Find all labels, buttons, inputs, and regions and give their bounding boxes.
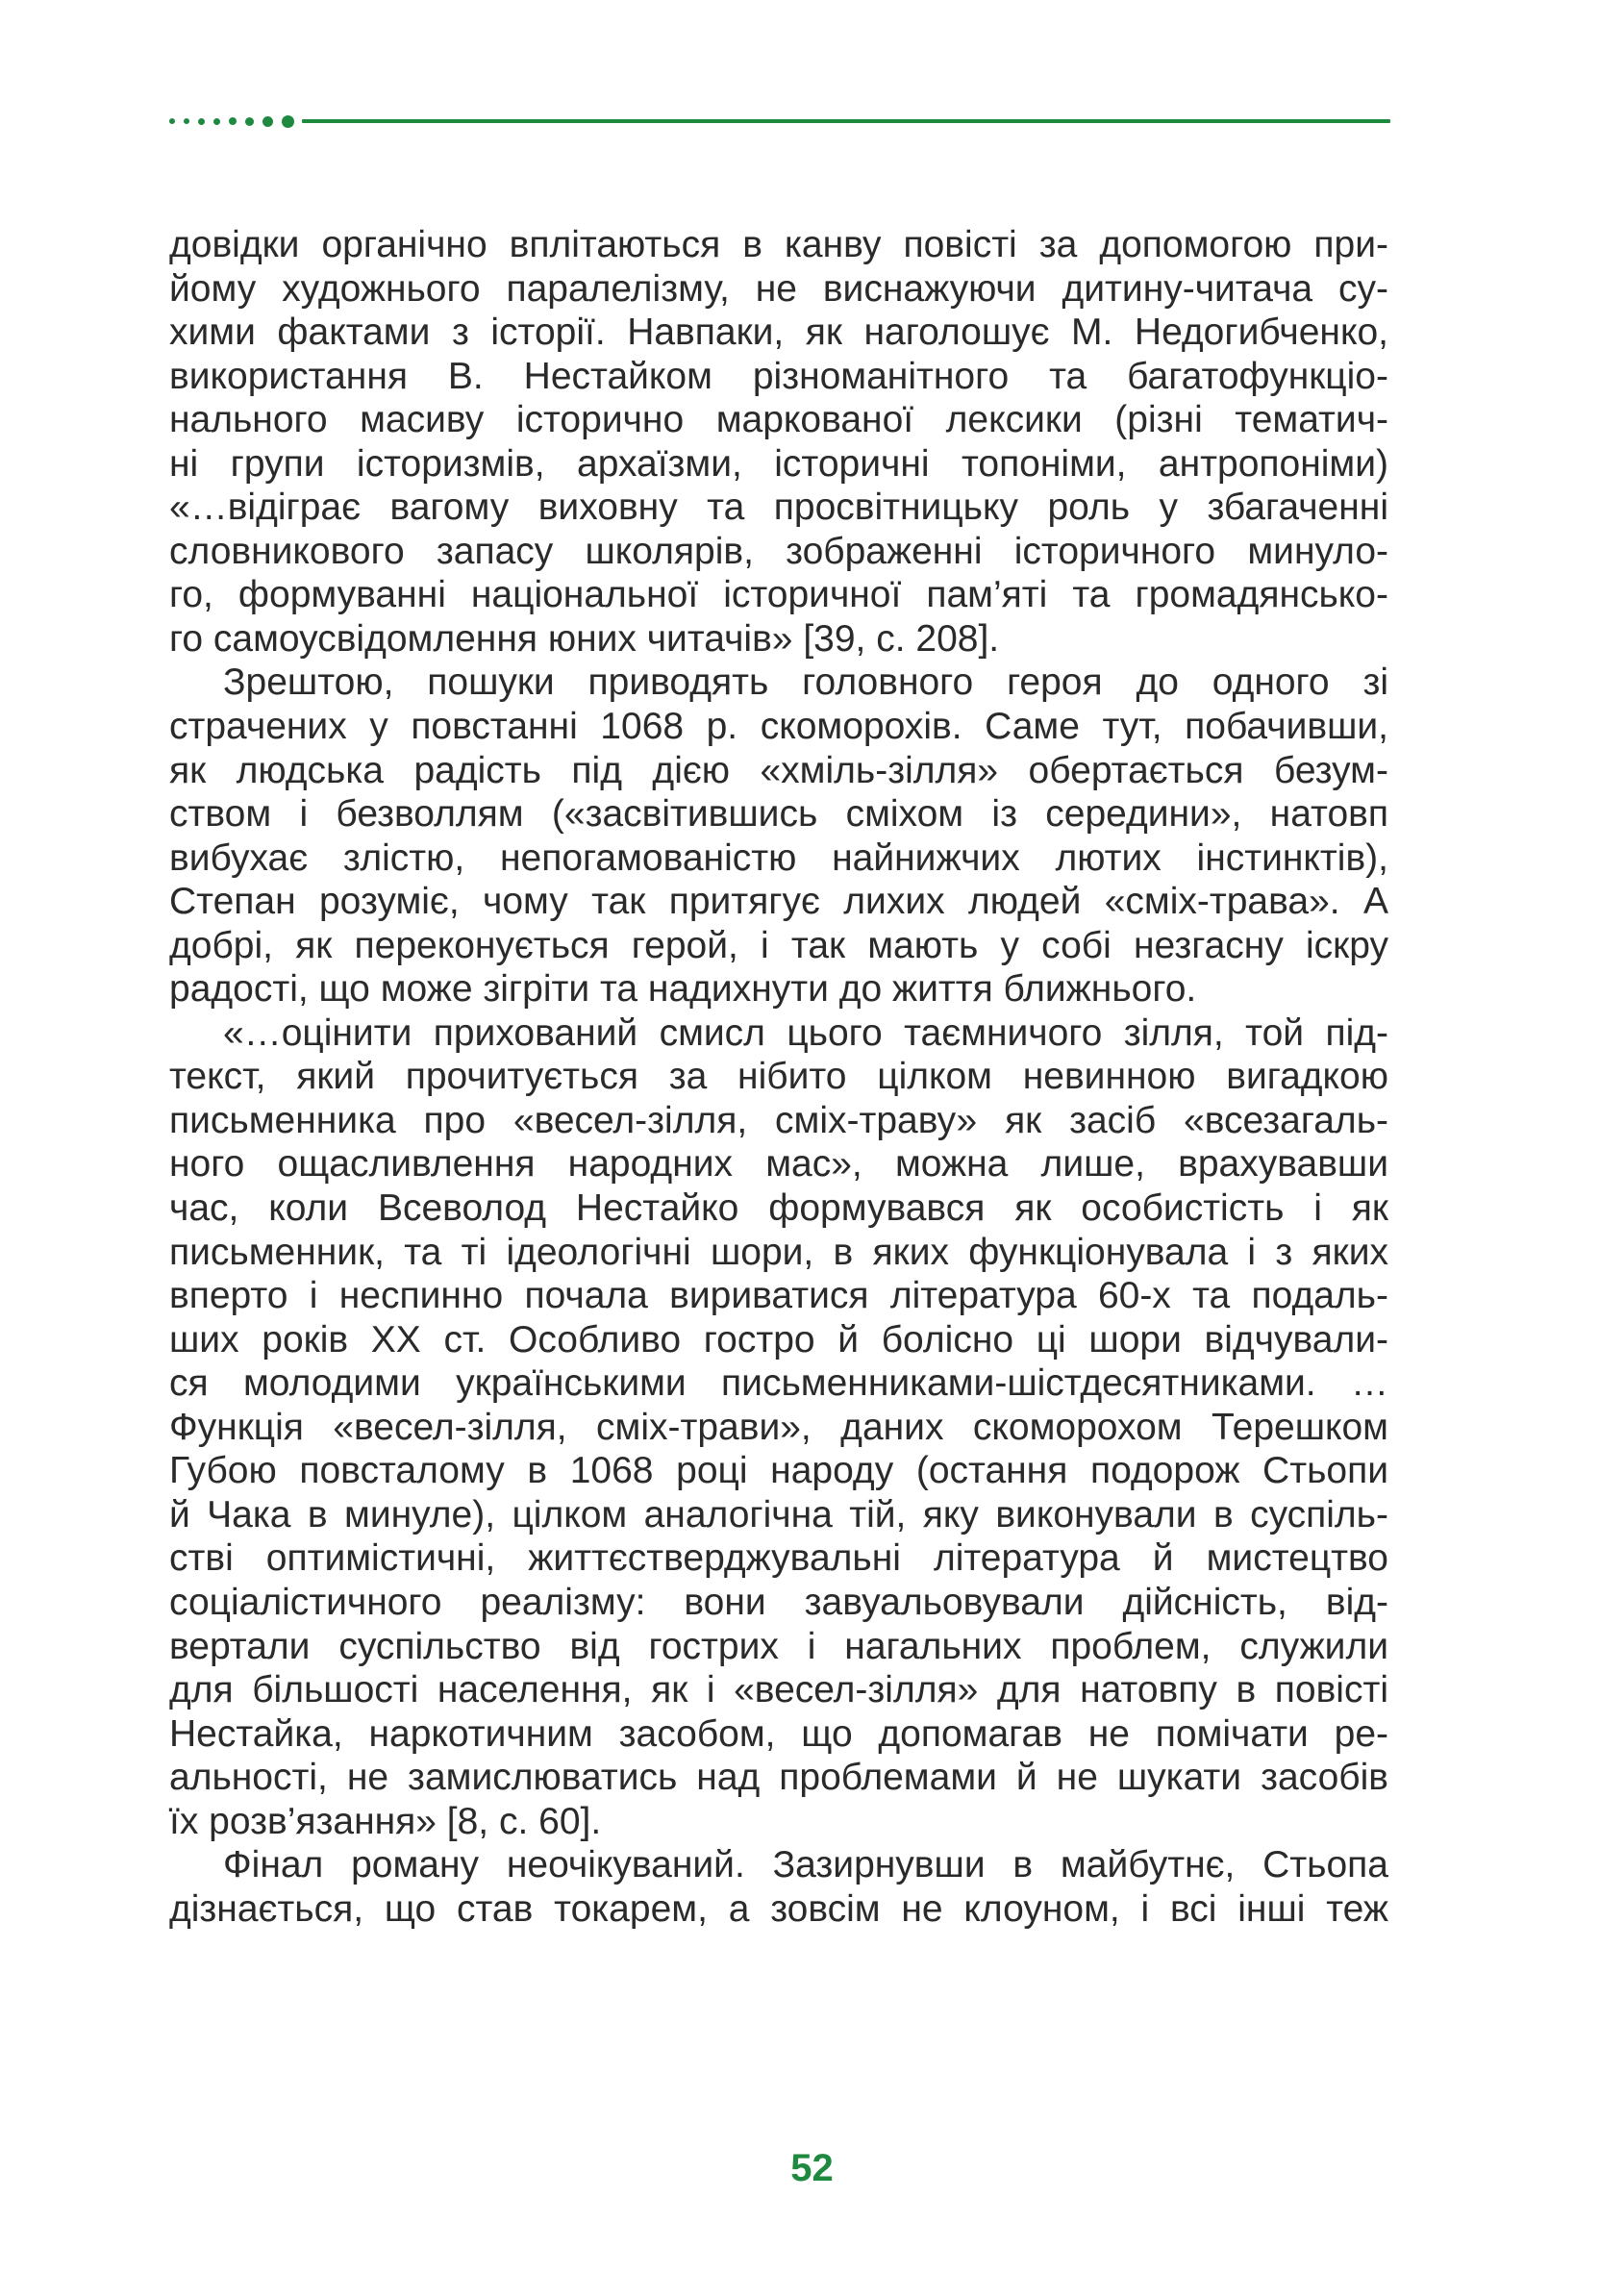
text-line: альності, не замислюватись над проблемами й не шукати засобів <box>169 1757 1388 1799</box>
text-line: їх розв’язання» [8, с. 60]. <box>169 1800 602 1842</box>
text-line: вертали суспільство від гострих і нагальних проблем, служили <box>169 1625 1388 1667</box>
dot-icon <box>213 118 220 125</box>
header-rule <box>169 113 1390 129</box>
text-line: нального масиву історично маркованої лексики (різні тематич- <box>169 399 1388 441</box>
text-line: Зрештою, пошуки приводять головного героя до одного зі <box>223 662 1388 704</box>
text-line: й Чака в минуле), цілком аналогічна тій, яку виконували в суспіль- <box>169 1493 1388 1535</box>
page-body <box>169 223 1388 1931</box>
paragraph-3-quote <box>169 1011 1388 1843</box>
text-line: Губою повсталому в 1068 році народу (остання подорож Стьопи <box>169 1450 1388 1492</box>
text-line: для більшості населення, як і «весел-зілля» для натовпу в повісті <box>169 1669 1388 1711</box>
text-line: як людська радість під дією «хміль-зілля» обертається безум- <box>169 749 1388 791</box>
text-line: текст, який прочитується за нібито цілком невинною вигадкою <box>169 1056 1388 1098</box>
text-line: словникового запасу школярів, зображенні історичного минуло- <box>169 530 1388 572</box>
text-line: радості, що може зігріти та надихнути до життя ближнього. <box>169 968 1197 1011</box>
text-line: йому художнього паралелізму, не виснажуючи дитину-читача су- <box>169 267 1388 310</box>
dot-icon <box>184 118 189 124</box>
text-line: соціалістичного реалізму: вони завуальовували дійсність, від- <box>169 1581 1388 1623</box>
text-line: Функція «весел-зілля, сміх-трави», даних скоморохом Терешком <box>169 1406 1388 1448</box>
dot-icon <box>262 116 273 127</box>
text-line: час, коли Всеволод Нестайко формувався як особистість і як <box>169 1187 1388 1230</box>
text-line: «…відіграє вагому виховну та просвітницьку роль у збагаченні <box>169 487 1388 529</box>
paragraph-1 <box>169 223 1388 661</box>
header-line <box>302 119 1390 123</box>
text-line: добрі, як переконується герой, і так мають у собі незгасну іскру <box>169 924 1388 966</box>
paragraph-2 <box>169 661 1388 1011</box>
text-line: хими фактами з історії. Навпаки, як наголошує М. Недогибченко, <box>169 312 1388 354</box>
text-line: вперто і неспинно почала вириватися література 60-х та подаль- <box>169 1275 1388 1317</box>
text-line: ного ощасливлення народних мас», можна лише, врахувавши <box>169 1143 1388 1186</box>
text-line: ством і безволлям («засвітившись сміхом із середини», натовп <box>169 793 1388 836</box>
text-line: вибухає злістю, непогамованістю найнижчих лютих інстинктів), <box>169 836 1388 879</box>
text-line: використання В. Нестайком різноманітного та багатофункціо- <box>169 355 1388 397</box>
dot-icon <box>169 118 175 124</box>
text-line: письменника про «весел-зілля, сміх-траву» як засіб «всезагаль- <box>169 1099 1388 1141</box>
text-line: ся молодими українськими письменниками-шістдесятниками. … <box>169 1362 1388 1405</box>
text-line: го самоусвідомлення юних читачів» [39, с. 208]. <box>169 617 1000 660</box>
text-line: Фінал роману неочікуваний. Зазирнувши в майбутнє, Стьопа <box>223 1844 1388 1886</box>
text-line: довідки органічно вплітаються в канву повісті за допомогою при- <box>169 224 1388 265</box>
dot-icon <box>198 118 205 125</box>
paragraph-4 <box>169 1843 1388 1931</box>
text-line: ні групи історизмів, архаїзми, історичні топоніми, антропоніми) <box>169 442 1388 485</box>
dot-icon <box>282 115 294 128</box>
text-line: Степан розуміє, чому так притягує лихих людей «сміх-трава». А <box>169 881 1388 923</box>
text-line: страчених у повстанні 1068 р. скоморохів. Саме тут, побачивши, <box>169 706 1388 748</box>
text-line: ших років ХХ ст. Особливо гостро й болісно ці шори відчували- <box>169 1318 1388 1361</box>
text-line: «…оцінити прихований смисл цього таємничого зілля, той під- <box>223 1011 1388 1054</box>
text-line: стві оптимістичні, життєстверджувальні література й мистецтво <box>169 1537 1388 1580</box>
text-line: письменник, та ті ідеологічні шори, в яких функціонувала і з яких <box>169 1231 1388 1273</box>
text-line: дізнається, що став токарем, а зовсім не клоуном, і всі інші теж <box>169 1887 1388 1930</box>
dot-icon <box>229 117 237 125</box>
header-dots <box>169 115 294 128</box>
dot-icon <box>245 117 254 126</box>
text-line: Нестайка, наркотичним засобом, що допомагав не помічати ре- <box>169 1712 1388 1755</box>
page-number: 52 <box>790 2147 834 2189</box>
text-line: го, формуванні національної історичної пам’яті та громадянсько- <box>169 574 1388 616</box>
